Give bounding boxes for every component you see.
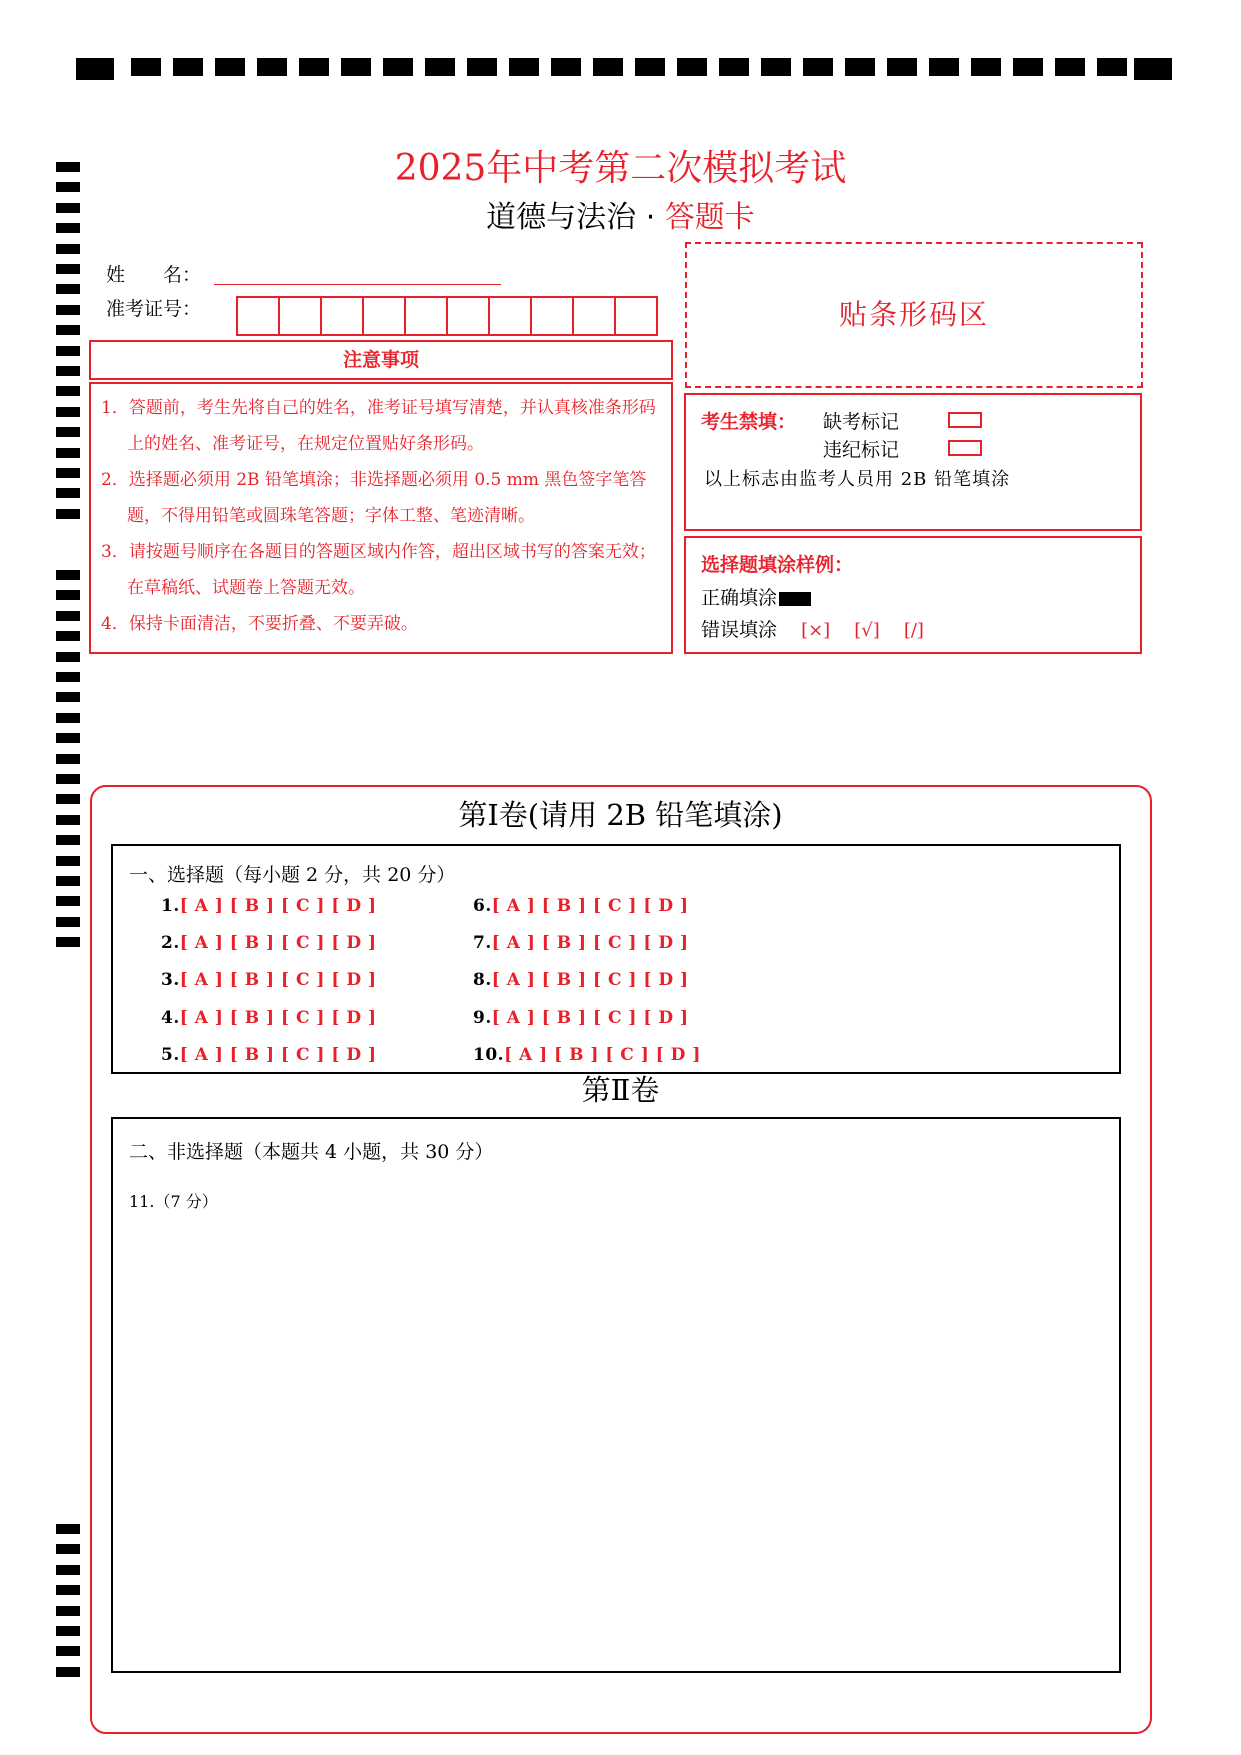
timing-mark	[56, 325, 80, 335]
timing-mark	[971, 58, 1001, 76]
question-number: 3.	[161, 970, 180, 990]
answer-options[interactable]: [ A ] [ B ] [ C ] [ D ]	[179, 1008, 377, 1028]
timing-mark	[56, 1646, 80, 1656]
notice-item: 4．保持卡面清洁，不要折叠、不要弄破。	[101, 614, 418, 634]
timing-mark	[467, 58, 497, 76]
card-label: 答题卡	[664, 200, 755, 235]
mc-question[interactable]	[473, 933, 689, 953]
notice-item: 3．请按题号顺序在各题目的答题区域内作答，超出区域书写的答案无效；在草稿纸、试题卷上答题无效。	[101, 542, 656, 598]
timing-mark	[383, 58, 413, 76]
answer-options[interactable]: [ A ] [ B ] [ C ] [ D ]	[179, 933, 377, 953]
timing-mark	[635, 58, 665, 76]
mc-question[interactable]	[161, 970, 377, 990]
question-number: 8.	[473, 970, 492, 990]
timing-mark	[929, 58, 959, 76]
answer-options[interactable]: [ A ] [ B ] [ C ] [ D ]	[491, 896, 689, 916]
barcode-area: 贴条形码区	[685, 242, 1143, 388]
absent-label: 缺考标记	[823, 411, 900, 433]
multiple-choice-box	[111, 844, 1121, 1074]
filled-mark-sample	[779, 592, 811, 606]
answer-options[interactable]: [ A ] [ B ] [ C ] [ D ]	[491, 933, 689, 953]
id-digit-box[interactable]	[616, 298, 656, 334]
notice-box	[89, 382, 673, 654]
mc-question[interactable]	[473, 1045, 701, 1065]
id-digit-box[interactable]	[532, 298, 574, 334]
question-number: 6.	[473, 896, 492, 916]
wrong-mark-cross: [×]	[801, 620, 831, 641]
timing-mark	[56, 937, 80, 947]
timing-mark	[56, 713, 80, 723]
timing-mark	[56, 876, 80, 886]
id-digit-box[interactable]	[238, 298, 280, 334]
timing-mark	[56, 1667, 80, 1677]
timing-mark	[56, 1544, 80, 1554]
name-label: 姓 名：	[106, 264, 202, 286]
question-number: 4.	[161, 1008, 180, 1028]
question-number: 9.	[473, 1008, 492, 1028]
timing-mark	[56, 284, 80, 294]
wrong-mark-check: [√]	[854, 620, 880, 641]
mc-section-heading: 一、选择题（每小题 2 分，共 20 分）	[129, 864, 456, 886]
timing-mark	[56, 1565, 80, 1575]
answer-options[interactable]: [ A ] [ B ] [ C ] [ D ]	[491, 1008, 689, 1028]
timing-mark	[56, 856, 80, 866]
id-label: 准考证号：	[106, 298, 202, 320]
fill-sample-box	[684, 536, 1142, 654]
exam-subtitle	[0, 192, 1241, 236]
question-11-label: 11.（7 分）	[129, 1192, 218, 1211]
id-digit-box[interactable]	[322, 298, 364, 334]
timing-mark	[56, 346, 80, 356]
notice-item: 2．选择题必须用 2B 铅笔填涂；非选择题必须用 0.5 mm 黑色签字笔答题，不得用铅笔或圆珠笔答题；字体工整、笔迹清晰。	[101, 470, 647, 526]
question-number: 10.	[473, 1045, 505, 1065]
timing-mark	[56, 692, 80, 702]
name-field[interactable]	[214, 284, 501, 285]
id-digit-box[interactable]	[406, 298, 448, 334]
timing-mark	[56, 1524, 80, 1534]
timing-mark	[56, 1626, 80, 1636]
timing-mark	[341, 58, 371, 76]
mc-question[interactable]	[161, 1045, 377, 1065]
free-response-box[interactable]	[111, 1117, 1121, 1673]
answer-options[interactable]: [ A ] [ B ] [ C ] [ D ]	[179, 896, 377, 916]
timing-mark	[56, 1606, 80, 1616]
correct-label: 正确填涂	[701, 587, 778, 609]
timing-mark	[56, 754, 80, 764]
top-timing-marks	[76, 58, 1172, 82]
correct-sample-row	[701, 583, 811, 610]
timing-mark	[56, 407, 80, 417]
timing-mark	[56, 468, 80, 478]
id-digit-box[interactable]	[364, 298, 406, 334]
part1-title: 第Ⅰ卷(请用 2B 铅笔填涂)	[458, 798, 783, 832]
timing-mark	[845, 58, 875, 76]
timing-mark	[887, 58, 917, 76]
timing-mark	[677, 58, 707, 76]
mc-question[interactable]	[161, 896, 377, 916]
part2-title: 第Ⅱ卷	[581, 1073, 660, 1107]
timing-mark	[56, 835, 80, 845]
question-number: 2.	[161, 933, 180, 953]
timing-mark	[56, 305, 80, 315]
timing-mark	[1134, 58, 1172, 80]
violation-label: 违纪标记	[823, 439, 900, 461]
timing-mark	[56, 590, 80, 600]
timing-mark	[131, 58, 161, 76]
forbidden-note: 以上标志由监考人员用 2B 铅笔填涂	[704, 469, 1011, 490]
timing-mark	[1013, 58, 1043, 76]
timing-mark	[509, 58, 539, 76]
notice-item: 1．答题前，考生先将自己的姓名，准考证号填写清楚，并认真核准条形码上的姓名、准考证号，在规定位置贴好条形码。	[101, 398, 656, 454]
timing-mark	[56, 386, 80, 396]
notice-heading: 注意事项	[89, 340, 673, 380]
absent-mark-box[interactable]	[948, 412, 982, 428]
timing-mark	[56, 509, 80, 519]
answer-options[interactable]: [ A ] [ B ] [ C ] [ D ]	[504, 1045, 701, 1065]
timing-mark	[56, 774, 80, 784]
id-digit-box[interactable]	[280, 298, 322, 334]
timing-mark	[761, 58, 791, 76]
id-digit-box[interactable]	[448, 298, 490, 334]
question-number: 7.	[473, 933, 492, 953]
id-digit-box[interactable]	[490, 298, 532, 334]
exam-id-boxes[interactable]	[236, 296, 658, 336]
wrong-sample-row	[701, 615, 924, 642]
timing-mark	[56, 1585, 80, 1595]
timing-mark	[56, 427, 80, 437]
mc-question[interactable]	[473, 970, 689, 990]
timing-mark	[1055, 58, 1085, 76]
answer-options[interactable]: [ A ] [ B ] [ C ] [ D ]	[179, 970, 377, 990]
mc-question[interactable]	[161, 933, 377, 953]
timing-mark	[173, 58, 203, 76]
forbidden-title: 考生禁填：	[701, 411, 797, 433]
timing-mark	[56, 570, 80, 580]
timing-mark	[56, 672, 80, 682]
question-number: 5.	[161, 1045, 180, 1065]
timing-mark	[56, 652, 80, 662]
timing-mark	[551, 58, 581, 76]
wrong-mark-slash: [/]	[903, 620, 924, 641]
timing-mark	[257, 58, 287, 76]
timing-mark	[425, 58, 455, 76]
separator-dot: ·	[645, 200, 656, 235]
timing-mark	[56, 366, 80, 376]
timing-mark	[719, 58, 749, 76]
timing-mark	[1097, 58, 1127, 76]
question-number: 1.	[161, 896, 180, 916]
timing-mark	[56, 611, 80, 621]
answer-options[interactable]: [ A ] [ B ] [ C ] [ D ]	[491, 970, 689, 990]
timing-mark	[299, 58, 329, 76]
examinee-forbidden-box	[684, 393, 1142, 531]
fr-section-heading: 二、非选择题（本题共 4 小题，共 30 分）	[129, 1141, 494, 1163]
timing-mark	[76, 58, 114, 80]
violation-mark-box[interactable]	[948, 440, 982, 456]
mc-question[interactable]	[161, 1008, 377, 1028]
timing-mark	[56, 264, 80, 274]
timing-mark	[56, 896, 80, 906]
timing-mark	[803, 58, 833, 76]
timing-mark	[215, 58, 245, 76]
sample-title: 选择题填涂样例：	[701, 554, 854, 576]
wrong-label: 错误填涂	[701, 619, 778, 641]
mc-question[interactable]	[473, 896, 689, 916]
timing-mark	[56, 448, 80, 458]
timing-mark	[56, 488, 80, 498]
timing-mark	[56, 917, 80, 927]
mc-question[interactable]	[473, 1008, 689, 1028]
subject-name: 道德与法治	[486, 200, 637, 235]
timing-mark	[56, 733, 80, 743]
timing-mark	[593, 58, 623, 76]
exam-title: 2025年中考第二次模拟考试	[394, 148, 847, 189]
timing-mark	[56, 631, 80, 641]
answer-options[interactable]: [ A ] [ B ] [ C ] [ D ]	[179, 1045, 377, 1065]
id-digit-box[interactable]	[574, 298, 616, 334]
timing-mark	[56, 244, 80, 254]
